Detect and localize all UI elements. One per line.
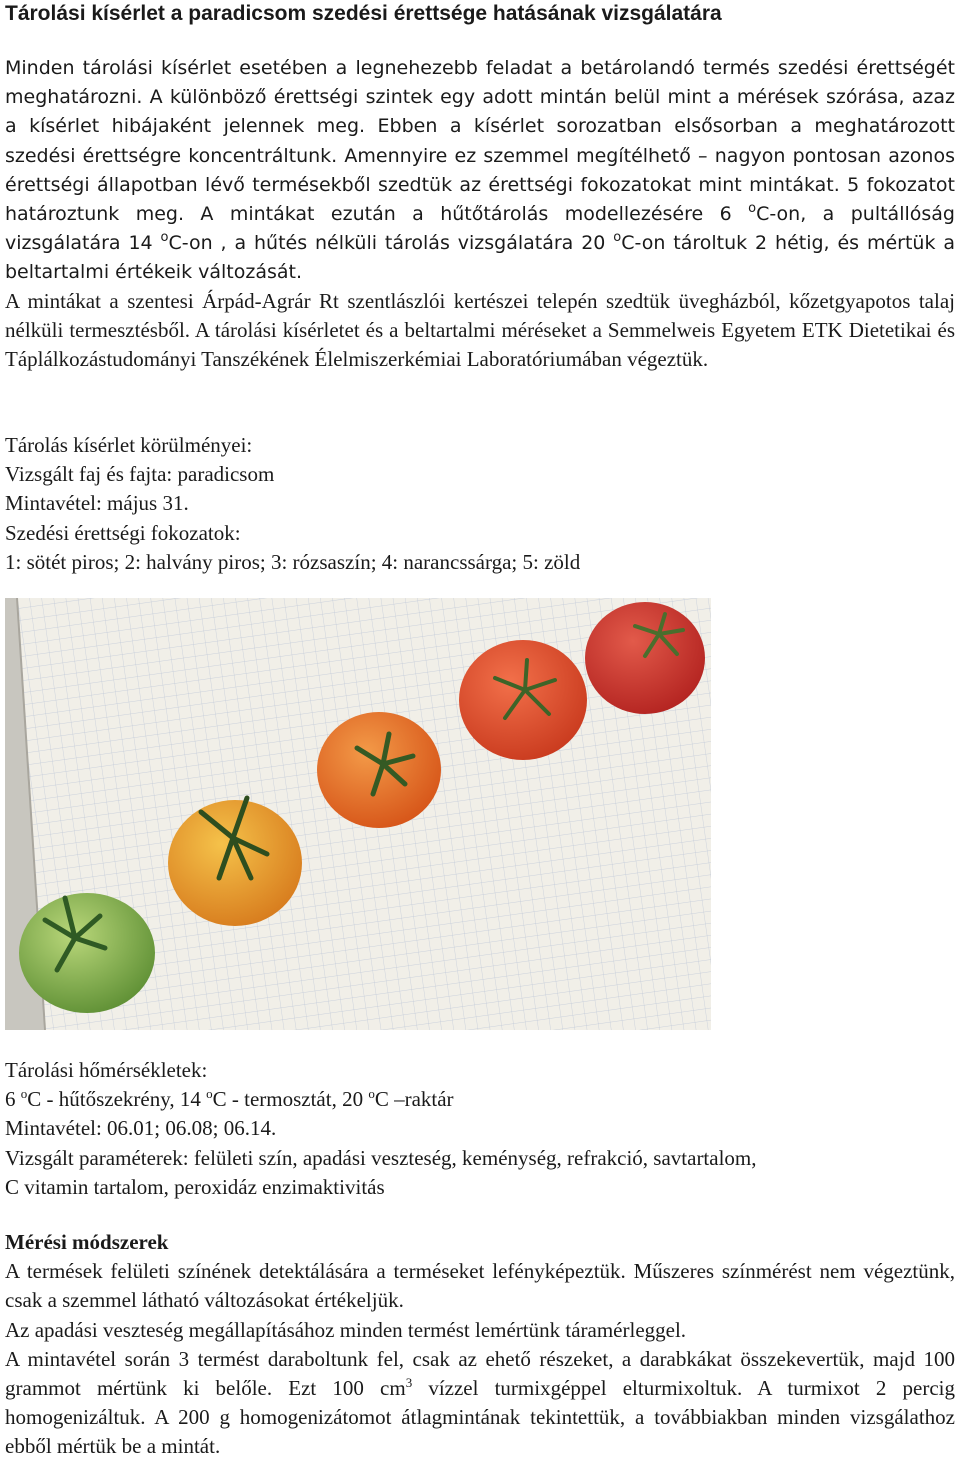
intro-line-7: modellezésére 6 $^o$C-on, a pultállóság vizsgálatára 14 $^o$C-on , a hűtés nélküli tárolás bbox=[5, 201, 955, 255]
intro-line-8: vizsgálatára 20 $^o$C-on tároltuk 2 hétig, és mértük a beltartalmi értékeik változását. bbox=[5, 230, 955, 284]
parameters-line-1: Vizsgált paraméterek: felületi szín, apadási veszteség, keménység, refrakció, savtartalom, bbox=[5, 1145, 757, 1170]
location-paragraph: A mintákat a szentesi Árpád-Agrár Rt szentlászlói kertészei telepén szedtük üvegházból, kőzetgyapotos talaj nélküli termesztésből. A tárolási kísérletet és a beltartalmi méréseket a Semmelweis Egyetem ETK Dietetikai és Táplálkozástudományi Tanszékének Élelmiszerkémiai Laboratóriumában végeztük. bbox=[5, 289, 955, 372]
tomato-dark-red bbox=[585, 602, 705, 714]
storage-sampling-dates: Mintavétel: 06.01; 06.08; 06.14. bbox=[5, 1116, 277, 1141]
methods-section bbox=[5, 1228, 955, 1462]
intro-paragraph bbox=[5, 54, 955, 288]
page-title: Tárolási kísérlet a paradicsom szedési érettsége hatásának vizsgálatára bbox=[5, 2, 722, 25]
parameters-line-2: C vitamin tartalom, peroxidáz enzimaktivitás bbox=[5, 1174, 385, 1199]
storage-temperatures: 6 $^o$C - hűtőszekrény, 14 $^o$C - termosztát, 20 $^o$C –raktár bbox=[5, 1086, 454, 1112]
methods-heading: Mérési módszerek bbox=[5, 1230, 169, 1254]
tomato-photo-svg bbox=[5, 598, 711, 1030]
sampling-line: Mintavétel: május 31. bbox=[5, 491, 189, 516]
conditions-heading: Tárolás kísérlet körülményei: bbox=[5, 433, 253, 457]
intro-text: Minden tárolási kísérlet esetében a legnehezebb feladat a betárolandó termés szedési érettségét meghatározni. A különböző érettségi szintek egy adott mintán belül mint a mérések szórása, azaz a kísérlet hibájaként jelennek meg. Ebben a kísérlet sorozatban elsősorban a meghatározott szedési érettségre koncentráltunk. Amennyire ez szemmel megítélhető – nagyon pontosan azonos érettségi állapotban lévő termésekből szedtük az érettségi fokozatokat mint mintákat. 5 fokozatot határoztunk meg. A mintákat ezután a hűtőtárolás bbox=[5, 57, 955, 226]
storage-heading: Tárolási hőmérsékletek: bbox=[5, 1058, 208, 1082]
tomato-green bbox=[19, 893, 155, 1013]
tomato-light-red bbox=[459, 640, 587, 760]
conditions-section bbox=[5, 431, 955, 577]
ripeness-heading: Szedési érettségi fokozatok: bbox=[5, 520, 241, 545]
storage-section bbox=[5, 1056, 955, 1202]
ripeness-levels: 1: sötét piros; 2: halvány piros; 3: rózsaszín; 4: narancssárga; 5: zöld bbox=[5, 549, 581, 574]
tomato-photo bbox=[5, 598, 711, 1030]
methods-paragraph-3: A mintavétel során 3 termést daraboltunk fel, csak az ehető részeket, a darabkákat összekevertük, majd 100 grammot mértünk ki belőle. Ezt 100 $cm^3$ vízzel turmixgéppel elturmixoltuk. A turmixot 2 percig homogenizáltuk. A 200 g homogenizátomot átlagmintának tekintettük, a továbbiakban minden vizsgálathoz ebből mértük be a mintát. bbox=[5, 1346, 955, 1459]
methods-paragraph-1: A termések felületi színének detektálására a terméseket lefényképeztük. Műszeres színmérést nem végeztünk, csak a szemmel látható változásokat értékeljük. bbox=[5, 1259, 955, 1313]
species-line: Vizsgált faj és fajta: paradicsom bbox=[5, 462, 275, 487]
methods-paragraph-2: Az apadási veszteség megállapításához minden termést lemértünk táramérleggel. bbox=[5, 1317, 687, 1342]
tomato-orange bbox=[317, 712, 441, 828]
